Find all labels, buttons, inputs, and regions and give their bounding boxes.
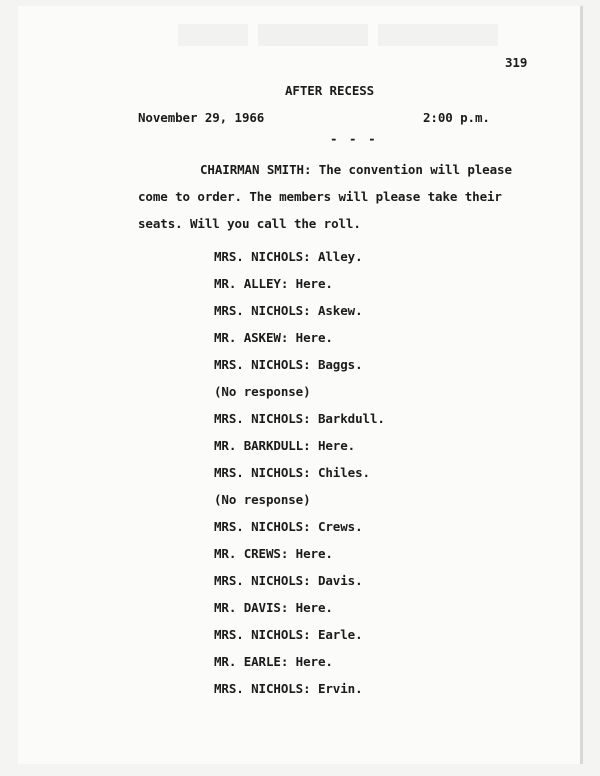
transcript-page (18, 6, 580, 764)
paragraph-line-1: CHAIRMAN SMITH: The convention will please (200, 162, 512, 177)
section-heading: AFTER RECESS (285, 83, 375, 98)
roll-call-line: MRS. NICHOLS: Barkdull. (214, 411, 385, 426)
roll-call-line: MRS. NICHOLS: Askew. (214, 303, 363, 318)
roll-call-line: (No response) (214, 384, 311, 399)
page-edge-shadow (580, 6, 583, 764)
roll-call-line: MRS. NICHOLS: Ervin. (214, 681, 363, 696)
page-number: 319 (505, 55, 528, 70)
show-through-mark (178, 24, 518, 54)
roll-call-line: MRS. NICHOLS: Alley. (214, 249, 363, 264)
roll-call-line: (No response) (214, 492, 311, 507)
separator: - - - (330, 131, 378, 146)
roll-call-line: MR. ALLEY: Here. (214, 276, 333, 291)
paragraph-line-3: seats. Will you call the roll. (138, 216, 361, 231)
roll-call-line: MR. ASKEW: Here. (214, 330, 333, 345)
roll-call-line: MRS. NICHOLS: Earle. (214, 627, 363, 642)
roll-call-line: MRS. NICHOLS: Crews. (214, 519, 363, 534)
roll-call-list (214, 243, 385, 702)
roll-call-line: MRS. NICHOLS: Davis. (214, 573, 363, 588)
roll-call-line: MR. BARKDULL: Here. (214, 438, 356, 453)
paragraph-line-2: come to order. The members will please take their (138, 189, 502, 204)
roll-call-line: MR. CREWS: Here. (214, 546, 333, 561)
roll-call-line: MRS. NICHOLS: Baggs. (214, 357, 363, 372)
roll-call-line: MRS. NICHOLS: Chiles. (214, 465, 370, 480)
session-time: 2:00 p.m. (423, 110, 490, 125)
roll-call-line: MR. EARLE: Here. (214, 654, 333, 669)
session-date: November 29, 1966 (138, 110, 265, 125)
roll-call-line: MR. DAVIS: Here. (214, 600, 333, 615)
